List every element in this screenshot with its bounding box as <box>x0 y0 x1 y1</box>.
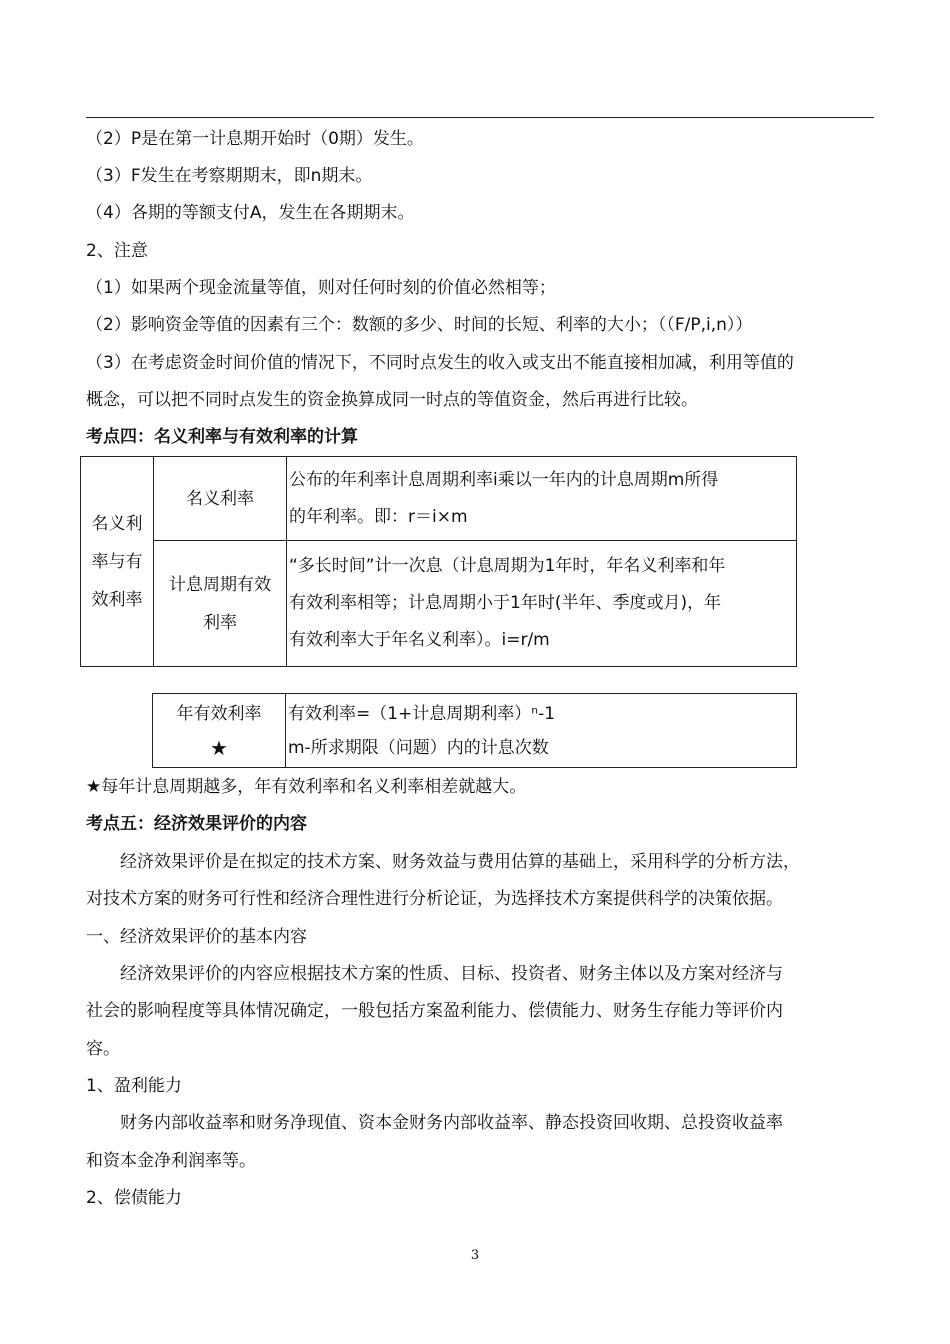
text-line: （2）P是在第一计息期开始时（0期）发生。 <box>86 129 424 149</box>
effective-rate-formula: 有效利率=（1+计息周期利率）ⁿ-1 <box>288 703 556 724</box>
group-label-cell <box>81 457 154 667</box>
group-label: 名义利率与有效利率 <box>91 513 143 610</box>
period-rate-label-cell <box>154 541 287 667</box>
text-line: 2、注意 <box>86 241 148 261</box>
nominal-rate-label: 名义利率 <box>154 457 287 541</box>
effective-rate-label-cell <box>153 694 286 768</box>
period-rate-desc-line: 有效利率大于年名义利率）。i=r/m <box>289 630 550 651</box>
effective-rate-label: 年有效利率 <box>176 703 262 724</box>
paragraph-line: 容。 <box>86 1039 120 1059</box>
nominal-rate-desc <box>287 457 797 541</box>
header-rule <box>86 117 874 118</box>
period-rate-desc-line: “多长时间”计一次息（计息周期为1年时，年名义利率和年 <box>289 556 726 577</box>
text-line: （3）在考虑资金时间价值的情况下，不同时点发生的收入或支出不能直接相加减，利用等值的 <box>86 353 794 373</box>
paragraph-line: 经济效果评价是在拟定的技术方案、财务效益与费用估算的基础上，采用科学的分析方法， <box>120 852 800 872</box>
paragraph-line: 和资本金净利润率等。 <box>86 1151 256 1171</box>
text-line: （4）各期的等额支付A，发生在各期期末。 <box>86 203 415 223</box>
effective-rate-table <box>80 693 797 768</box>
paragraph-line: 对技术方案的财务可行性和经济合理性进行分析论证，为选择技术方案提供科学的决策依据。 <box>86 889 783 909</box>
list-item-heading: 1、盈利能力 <box>86 1076 182 1096</box>
nominal-rate-desc-line: 公布的年利率计息周期利率i乘以一年内的计息周期m所得 <box>289 469 719 490</box>
paragraph-line: 社会的影响程度等具体情况确定，一般包括方案盈利能力、偿债能力、财务生存能力等评价内 <box>86 1001 783 1021</box>
list-item-heading: 2、偿债能力 <box>86 1188 182 1208</box>
period-rate-desc <box>287 541 797 667</box>
section-heading-5: 考点五：经济效果评价的内容 <box>86 814 307 834</box>
blank-cell <box>80 694 153 768</box>
period-rate-desc-line: 有效利率相等；计息周期小于1年时(半年、季度或月)，年 <box>289 593 722 614</box>
page-number: 3 <box>470 1248 480 1263</box>
star-icon: ★ <box>210 735 228 760</box>
effective-rate-note: m-所求期限（问题）内的计息次数 <box>288 737 549 758</box>
interest-rate-table <box>80 456 797 667</box>
text-line: （1）如果两个现金流量等值，则对任何时刻的价值必然相等； <box>86 278 556 298</box>
period-rate-label: 计息周期有效利率 <box>169 574 271 633</box>
nominal-rate-desc-line: 的年利率。即：r＝i×m <box>289 506 468 527</box>
paragraph-line: 财务内部收益率和财务净现值、资本金财务内部收益率、静态投资回收期、总投资收益率 <box>120 1113 783 1133</box>
text-line: （3）F发生在考察期期末，即n期末。 <box>86 166 373 186</box>
star-note: ★每年计息周期越多，年有效利率和名义利率相差就越大。 <box>86 777 527 797</box>
section-heading-4: 考点四：名义利率与有效利率的计算 <box>86 427 358 447</box>
paragraph-line: 经济效果评价的内容应根据技术方案的性质、目标、投资者、财务主体以及方案对经济与 <box>120 964 783 984</box>
effective-rate-desc <box>286 694 797 768</box>
subheading: 一、经济效果评价的基本内容 <box>86 927 307 947</box>
text-line: （2）影响资金等值的因素有三个：数额的多少、时间的长短、利率的大小；（（F/P,i,n）） <box>86 315 753 335</box>
text-line: 概念，可以把不同时点发生的资金换算成同一时点的等值资金，然后再进行比较。 <box>86 390 698 410</box>
